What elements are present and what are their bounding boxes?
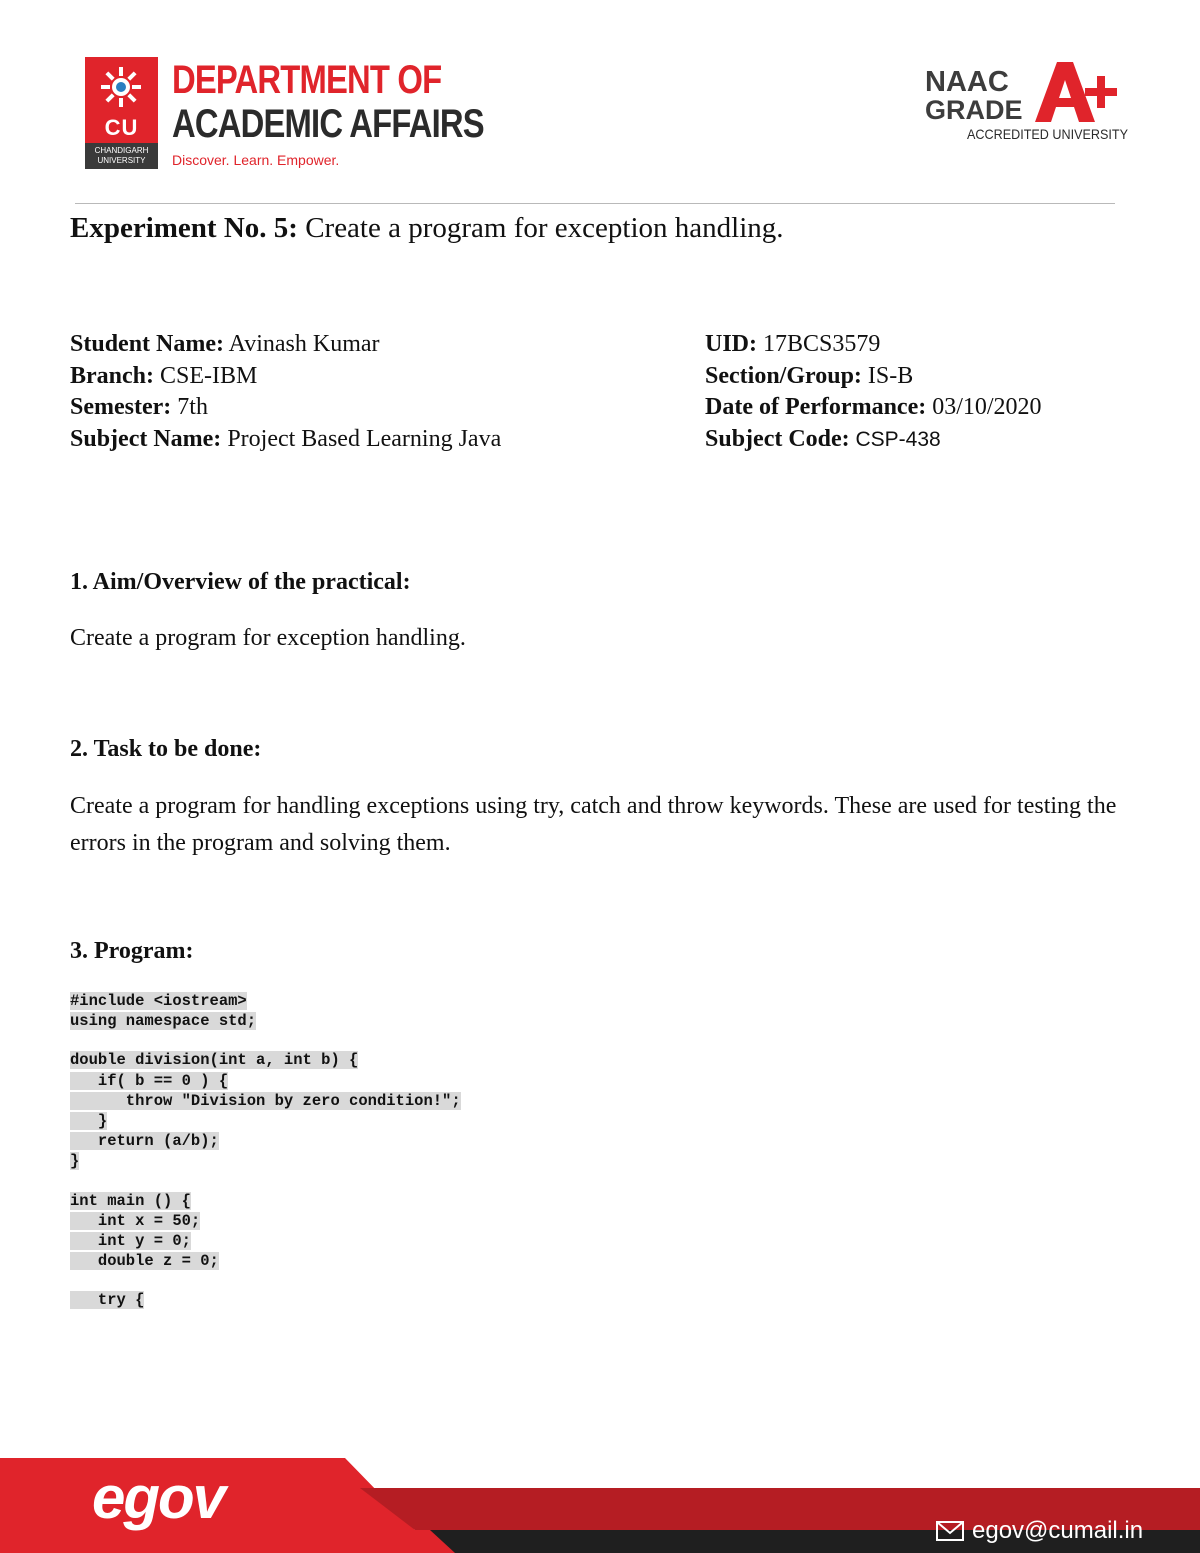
code-line: using namespace std; xyxy=(70,1012,257,1031)
code-line: #include <iostream> xyxy=(70,992,247,1010)
branch-value: CSE-IBM xyxy=(154,362,258,389)
code-line: if( b == 0 ) { xyxy=(70,1071,229,1090)
experiment-title-text: Create a program for exception handling. xyxy=(297,212,784,244)
branch-row xyxy=(70,361,501,393)
mail-icon xyxy=(936,1521,964,1541)
semester-label: Semester: xyxy=(70,394,172,420)
student-name-value: Avinash Kumar xyxy=(224,331,380,357)
uid-value: 17BCS3579 xyxy=(757,331,881,357)
task-text: Create a program for handling exceptions using try, catch and throw keywords. These are used for testing the errors in the program and solving them. xyxy=(70,793,1117,856)
naac-text: NAAC xyxy=(925,66,1009,98)
footer-email[interactable]: egov@cumail.in xyxy=(972,1517,1144,1544)
branch-label: Branch: xyxy=(70,362,154,389)
code-line: } xyxy=(70,1152,80,1171)
seal-icon xyxy=(99,65,143,109)
department-title-line2: ACADEMIC AFFAIRS xyxy=(172,102,484,146)
student-info-left xyxy=(70,329,501,455)
subject-name-row xyxy=(70,424,501,456)
department-title-line1: DEPARTMENT OF xyxy=(172,58,442,102)
semester-value: 7th xyxy=(171,394,208,420)
section-value: IS-B xyxy=(861,362,914,389)
subject-code-label: Subject Code: xyxy=(705,425,850,452)
section-row xyxy=(705,361,1042,393)
subject-code-value: CSP-438 xyxy=(849,427,941,451)
task-heading: 2. Task to be done: xyxy=(70,736,262,762)
aim-heading: 1. Aim/Overview of the practical: xyxy=(70,569,411,595)
code-line: double z = 0; xyxy=(70,1252,219,1271)
student-name-row xyxy=(70,329,501,361)
code-line: try { xyxy=(70,1291,145,1310)
experiment-label: Experiment No. 5: xyxy=(70,212,298,244)
subject-code-row xyxy=(705,424,1042,456)
logo-cu-text: CU xyxy=(104,115,139,140)
uid-label: UID: xyxy=(705,331,757,357)
tagline: Discover. Learn. Empower. xyxy=(172,152,340,168)
a-plus-badge-icon xyxy=(1035,60,1117,122)
section-label: Section/Group: xyxy=(705,362,862,389)
date-value: 03/10/2020 xyxy=(926,394,1042,420)
code-line: } xyxy=(70,1111,108,1130)
student-info-right xyxy=(705,329,1042,455)
code-line: return (a/b); xyxy=(70,1132,219,1151)
logo-university-text: CHANDIGARH UNIVERSITY xyxy=(85,143,158,169)
subject-name-value: Project Based Learning Java xyxy=(221,425,502,452)
student-name-label: Student Name: xyxy=(70,331,224,357)
experiment-title xyxy=(70,212,784,245)
university-logo xyxy=(85,57,158,169)
code-line: throw "Division by zero condition!"; xyxy=(70,1091,461,1110)
code-line: int main () { xyxy=(70,1191,191,1210)
egov-logo: egov xyxy=(92,1464,225,1531)
header-divider xyxy=(75,203,1115,204)
uid-row xyxy=(705,329,1042,361)
grade-text: GRADE xyxy=(925,95,1023,125)
date-label: Date of Performance: xyxy=(705,394,927,420)
aim-text: Create a program for exception handling. xyxy=(70,625,466,651)
code-block xyxy=(70,991,461,1310)
accredited-text: ACCREDITED UNIVERSITY xyxy=(967,126,1129,142)
semester-row xyxy=(70,392,501,424)
code-line: double division(int a, int b) { xyxy=(70,1051,359,1070)
code-line: int y = 0; xyxy=(70,1231,191,1250)
code-line: int x = 50; xyxy=(70,1211,201,1230)
date-row xyxy=(705,392,1042,424)
program-heading: 3. Program: xyxy=(70,938,194,964)
subject-name-label: Subject Name: xyxy=(70,425,222,452)
